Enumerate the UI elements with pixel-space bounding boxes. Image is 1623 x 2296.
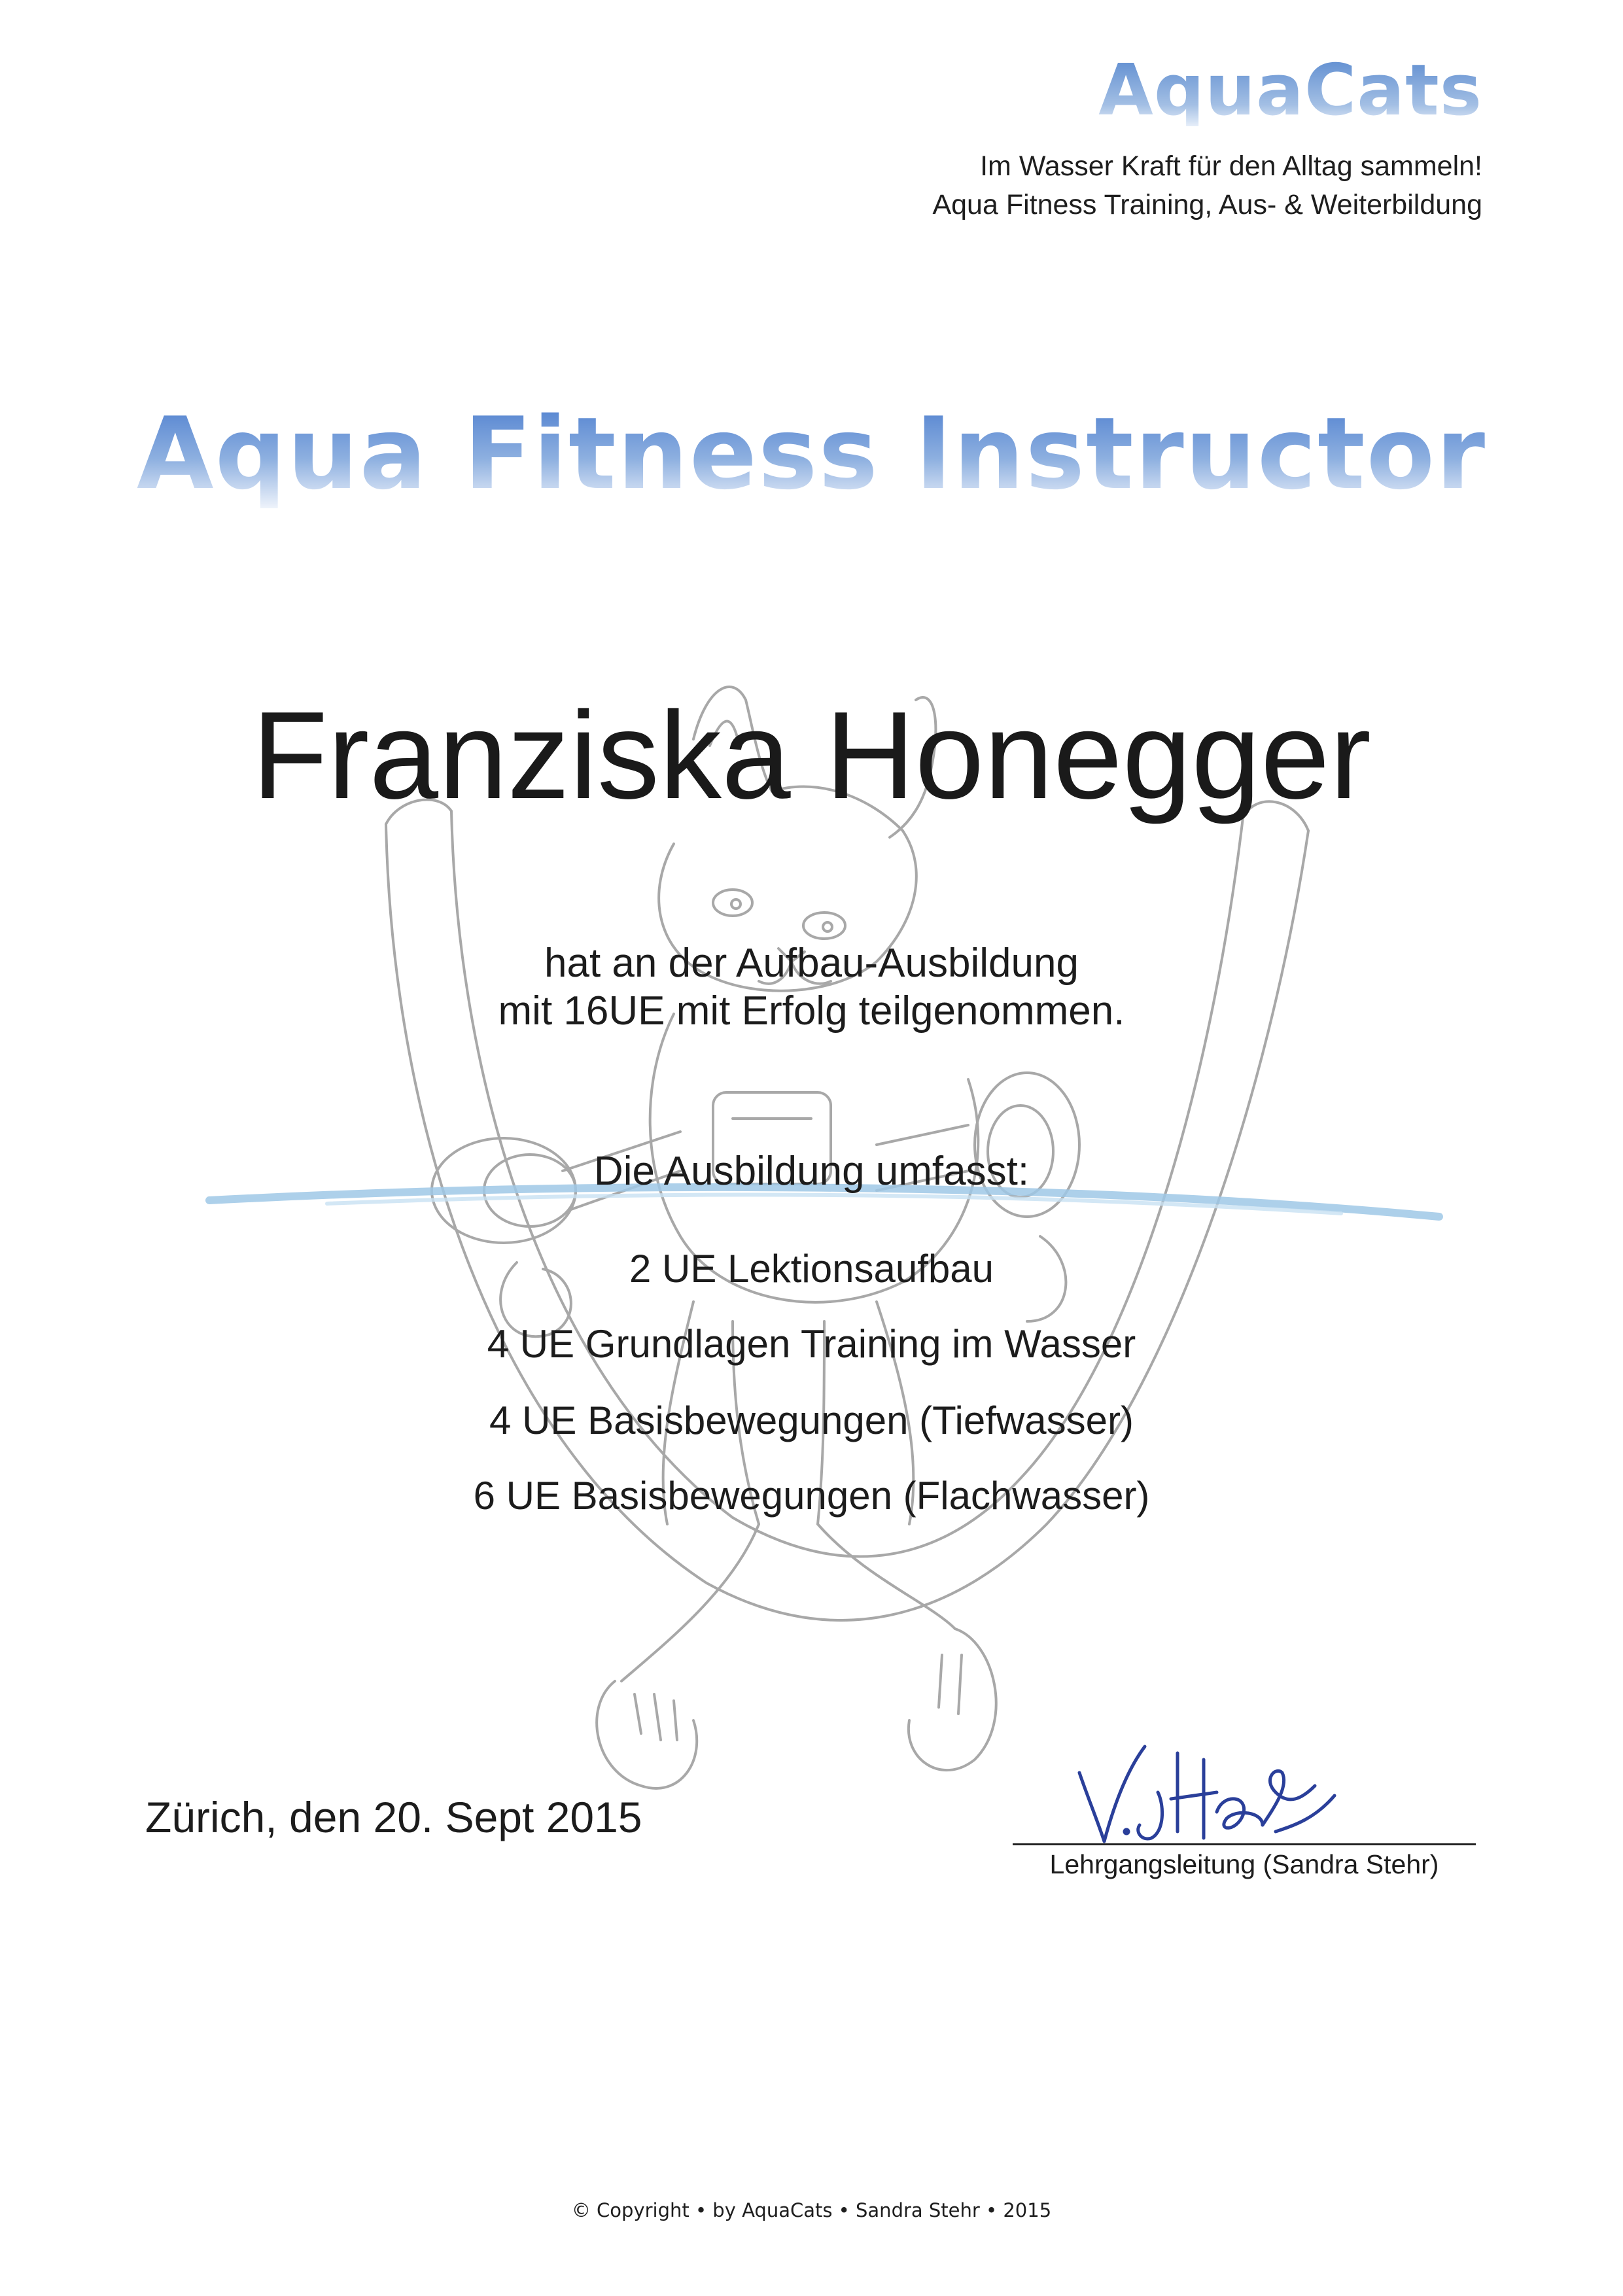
contents-item: 2 UE Lektionsaufbau: [629, 1247, 994, 1291]
contents-heading: Die Ausbildung umfasst:: [593, 1149, 1030, 1194]
statement-line-2: mit 16UE mit Erfolg teilgenommen.: [498, 988, 1125, 1034]
place-and-date: Zürich, den 20. Sept 2015: [145, 1793, 642, 1841]
contents-item: 4 UE Basisbewegungen (Tiefwasser): [489, 1399, 1134, 1442]
tagline-services: Aqua Fitness Training, Aus- & Weiterbildung: [932, 189, 1482, 220]
contents-item: 4 UE Grundlagen Training im Wasser: [487, 1322, 1136, 1366]
copyright-notice: © Copyright • by AquaCats • Sandra Stehr • 2015: [571, 2199, 1052, 2221]
recipient-name: Franziska Honegger: [252, 686, 1371, 825]
handwritten-signature: [1066, 1733, 1348, 1851]
signature-label: Lehrgangsleitung (Sandra Stehr): [1049, 1849, 1439, 1879]
statement-line-1: hat an der Aufbau-Ausbildung: [544, 941, 1079, 986]
tagline: Im Wasser Kraft für den Alltag sammeln!: [980, 150, 1482, 182]
contents-item: 6 UE Basisbewegungen (Flachwasser): [473, 1474, 1150, 1518]
brand-logo: AquaCats: [1098, 50, 1482, 131]
signature-line: [1013, 1843, 1476, 1845]
certificate-title: Aqua Fitness Instructor: [0, 399, 1623, 508]
